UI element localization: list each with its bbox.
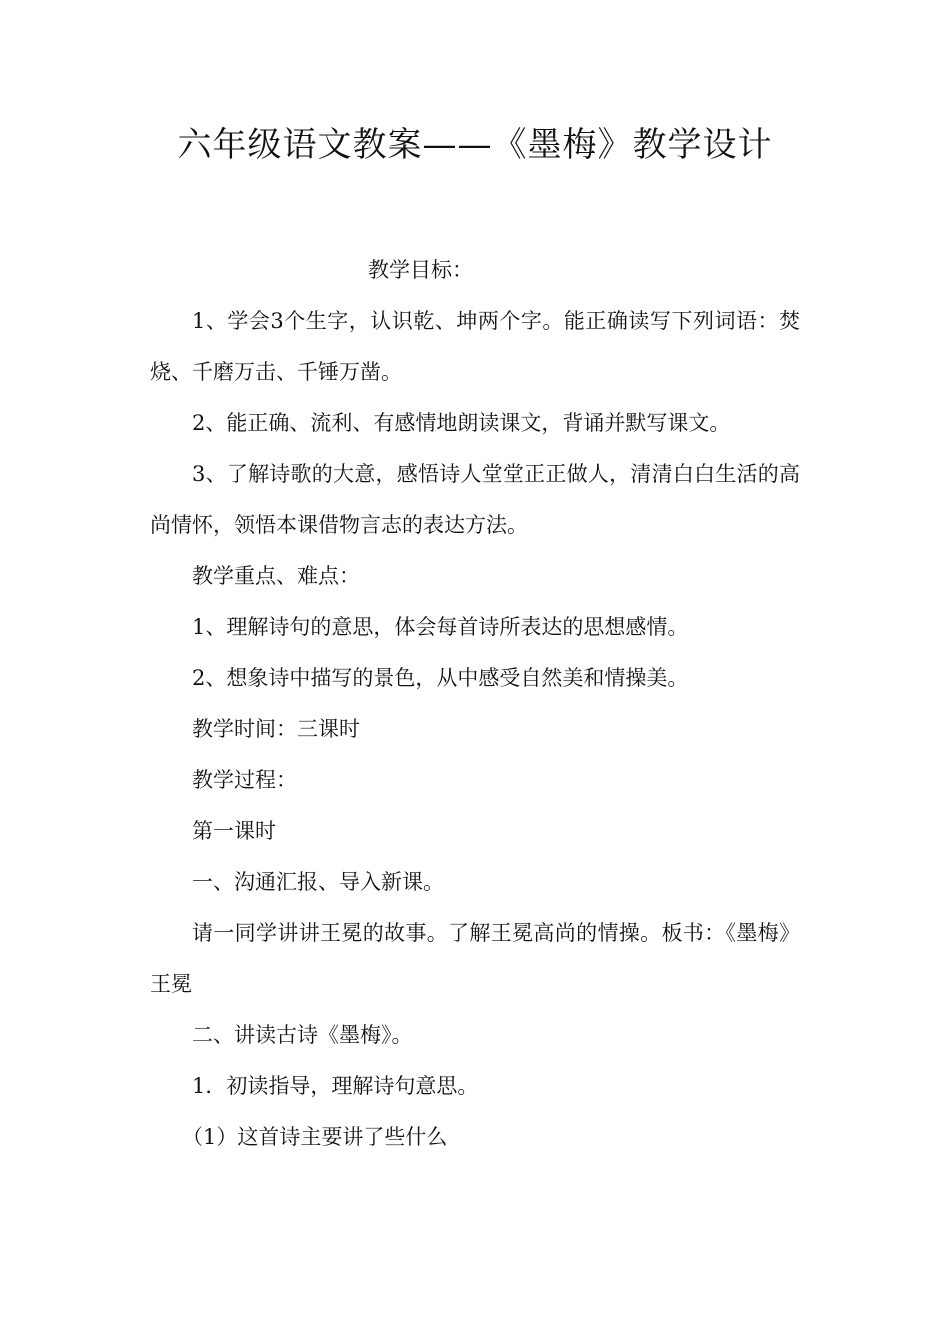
lesson-one-heading: 第一课时 (192, 819, 276, 843)
step-one: 一、沟通汇报、导入新课。 (192, 870, 444, 894)
objective-2: 2、能正确、流利、有感情地朗读课文，背诵并默写课文。 (192, 411, 731, 435)
step-two-question-1: （1）这首诗主要讲了些什么 (182, 1125, 448, 1149)
key-point-1: 1、理解诗句的意思，体会每首诗所表达的思想感情。 (192, 615, 689, 639)
section-heading-objectives: 教学目标： (368, 258, 473, 282)
step-one-detail: 请一同学讲讲王冕的故事。了解王冕高尚的情操。板书：《墨梅》王冕 (150, 921, 800, 996)
objective-3: 3、了解诗歌的大意，感悟诗人堂堂正正做人，清清白白生活的高尚情怀，领悟本课借物言志的表达方法。 (150, 462, 800, 537)
section-heading-key-points: 教学重点、难点： (192, 564, 360, 588)
key-point-2: 2、想象诗中描写的景色，从中感受自然美和情操美。 (192, 666, 689, 690)
objective-1: 1、学会3个生字，认识乾、坤两个字。能正确读写下列词语：焚烧、千磨万击、千锤万凿。 (150, 309, 800, 384)
step-two: 二、讲读古诗《墨梅》。 (192, 1023, 413, 1047)
document-body (150, 245, 800, 1163)
document-title: 六年级语文教案——《墨梅》教学设计 (177, 125, 773, 165)
section-heading-process: 教学过程： (192, 768, 297, 792)
step-two-sub-1: 1．初读指导，理解诗句意思。 (192, 1074, 479, 1098)
teaching-time: 教学时间：三课时 (192, 717, 360, 741)
